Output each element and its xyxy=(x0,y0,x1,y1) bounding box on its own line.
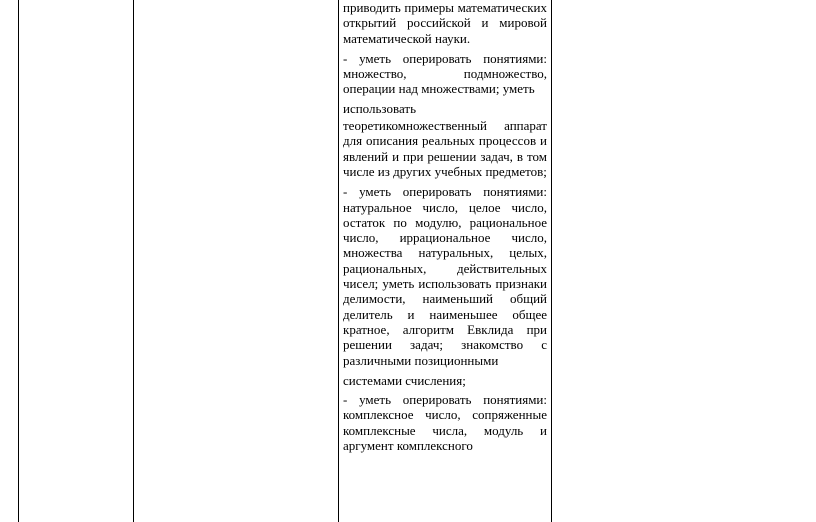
table-border-column-2 xyxy=(133,0,134,522)
table-border-left xyxy=(18,0,19,522)
paragraph-numbers: - уметь оперировать понятиями: натуральное число, целое число, остаток по модулю, рациональное число, иррациональное число, множества натуральных, целых, рациональных, действительных чисел; уметь использовать признаки делимости, наименьший общий делитель и наименьшее общее кратное, алгоритм Евклида при решении задач; знакомство с различными позиционными xyxy=(343,184,547,368)
paragraph-examples: приводить примеры математических открытий российской и мировой математической науки. xyxy=(343,0,547,46)
table-cell-content xyxy=(343,0,547,457)
table-border-right xyxy=(551,0,552,522)
paragraph-sets: - уметь оперировать понятиями: множество, подмножество, операции над множествами; уметь xyxy=(343,50,547,97)
paragraph-use: использовать xyxy=(343,100,416,116)
paragraph-numeral-systems: системами счисления; xyxy=(343,372,466,388)
table-border-column-3 xyxy=(338,0,339,522)
paragraph-set-theory: теоретикомножественный аппарат для описания реальных процессов и явлений и при решении задач, в том числе из других учебных предметов; xyxy=(343,118,547,179)
paragraph-complex: - уметь оперировать понятиями: комплексное число, сопряженные комплексные числа, модуль и аргумент комплексного xyxy=(343,392,547,454)
